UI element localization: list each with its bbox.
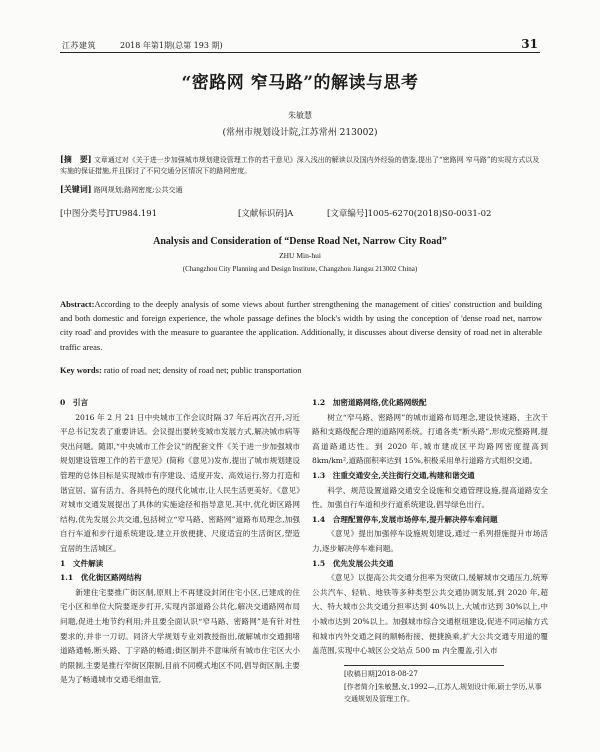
keywords-en-text: ratio of road net; density of road net; public transportation <box>103 365 302 375</box>
page-number: 31 <box>521 37 538 51</box>
author-cn: 朱敏慧 <box>288 111 312 120</box>
abstract-en-label: Abstract: <box>60 299 95 309</box>
title-cn: “密路网 窄马路”的解读与思考 <box>181 73 419 93</box>
paragraph: 新建住宅要推广街区制,原则上不再建设封闭住宅小区,已建成的住宅小区和单位大院要逐步打开,实现内部道路公共化,解决交通路网布局问题,促进土地节约利用;并且要全面认识“窄马路、密路网”是有针对性要求的,并非一刀切。同济大学规划专业刘教授指出,破解城市交通拥堵道路通畅,断头路、丁字路的畅通;街区制并不意味所有城市住宅区大小的限制,主要是推行窄街区限制,目前不同模式地区不同,倡导街区制,主要是为了畅通城市交通毛细血管, <box>60 587 300 685</box>
abstract-cn-label: [摘 要] <box>60 154 92 164</box>
paragraph: 《意见》以提高公共交通分担率为突破口,缓解城市交通压力,统筹公共汽车、轻轨、地铁等多种类型公共交通协调发展,到 2020 年,超大、特大城市公共交通分担率达到 40%以上,大城市达到 30%以上,中小城市达到 20%以上。加强城市综合交通枢纽建设,促进不同运输方式和城市内外交通之间的顺畅衔接、便捷换乘,扩大公共交通专用道的覆盖范围,实现中心城区公交站点 500 m 内全覆盖,引入市 <box>312 573 548 656</box>
paragraph: 2016 年 2 月 21 日中央城市工作会议时隔 37 年后再次召开,习近平总书记发表了重要讲话。会议提出要转变城市发展方式,解决城市病等突出问题。随即,“中央城市工作会议”的配套文件《关于进一步加强城市规划建设管理工作的若干意见》(简称《意见》)发布,提出了城市规划建设管理的总体目标是实现城市有序建设、适度开发、高效运行,努力打造和谐宜居、富有活力、各具特色的现代化城市,让人民生活更美好。《意见》对城市交通发展提出了具体的实施途径和指导意见,其中,优化街区路网结构,优先发展公共交通,包括树立“窄马路、密路网”道路布局理念,加强自行车道和步行道系统建设,建立开放便捷、尺度适宜的生活街区,塑造宜居的生活城区。 <box>60 412 300 553</box>
abstract-en-text: According to the deeply analysis of some views about further strengthening the management of cities' construction and building and both domestic and foreign experience, the whole passage defines the block's width by using the conception of 'dense road net, narrow city road' and provides with the measure to guarantee the application. Additionally, it discusses about diverse density of road net in alterable traffic areas. <box>60 299 542 352</box>
section-heading-1-2: 1.2 加密道路网络,优化路网级配 <box>312 398 427 407</box>
section-heading-1-3: 1.3 注重交通安全,关注街行交通,构建和谐交通 <box>312 470 475 480</box>
keywords-cn <box>60 184 540 196</box>
section-heading-1-5: 1.5 优先发展公共交通 <box>312 558 394 568</box>
paragraph: 《意见》提出加强停车设施规划建设,通过一系列措施提升市场活力,逐步解决停车难问题。 <box>312 529 548 553</box>
abstract-en <box>60 297 542 354</box>
document-code: [文献标识码]A <box>238 209 294 219</box>
keywords-cn-label: [关键词] <box>60 184 92 194</box>
keywords-en-label: Key words: <box>60 365 102 375</box>
section-heading-1-4: 1.4 合理配置停车,发展市场停车,提升解决停车难问题 <box>312 514 498 524</box>
footnote-rule <box>344 665 504 666</box>
author-bio: [作者简介]朱敏慧,女,1992—,江苏人,规划设计师,硕士学历,从事交通规划及管理工作。 <box>344 683 542 703</box>
keywords-cn-text: 路网规划;路网密度;公共交通 <box>93 186 183 194</box>
section-heading-intro: 0 引言 <box>60 398 89 407</box>
title-en: Analysis and Consideration of “Dense Road Net, Narrow City Road” <box>153 236 447 247</box>
running-head-journal: 江苏建筑 <box>62 41 96 50</box>
clc-number: [中图分类号]TU984.191 <box>60 209 158 219</box>
paragraph: 树立“窄马路、密路网”的城市道路布局理念,建设快速路、主次干路和支路级配合理的道路网系统。打通各类“断头路”,形成完整路网,提高道路通达性。到 2020 年,城市建成区平均路网密度提高到 8km/km²,道路面积率达到 15%,积极采用单行道路方式组织交通。 <box>312 412 548 466</box>
article-number: [文章编号]1005-6270(2018)S0-0031-02 <box>327 209 492 219</box>
section-heading-1-1: 1.1 优化街区路网结构 <box>60 573 142 583</box>
body-column-left <box>60 396 300 688</box>
abstract-cn <box>60 154 540 177</box>
abstract-cn-text: 文章通过对《关于进一步加强城市规划建设管理工作的若干意见》深入浅出的解读以及国内外经验的借鉴,提出了“密路网 窄马路”的实现方式以及实施的保证措施,并且探讨了不同交通分区情况下的路网密度。 <box>60 156 540 175</box>
author-en: ZHU Min-hui <box>279 251 321 260</box>
paragraph: 科学、规范设置道路交通安全设施和交通管理设施,提高道路安全性。加强自行车道和步行道系统建设,倡导绿色出行。 <box>312 485 548 510</box>
section-heading-1: 1 文件解读 <box>60 558 104 568</box>
received-date: [收稿日期]2018-08-27 <box>344 670 418 678</box>
affiliation-en: (Changzhou City Planning and Design Institute, Changzhou Jiangsu 213002 China) <box>182 265 418 273</box>
running-head-issue: 2018 年第1期(总第 193 期) <box>120 41 223 50</box>
keywords-en <box>60 365 542 375</box>
body-column-right <box>312 396 548 659</box>
affiliation-cn: (常州市规划设计院,江苏常州 213002) <box>222 128 378 138</box>
header-rule <box>60 52 540 53</box>
